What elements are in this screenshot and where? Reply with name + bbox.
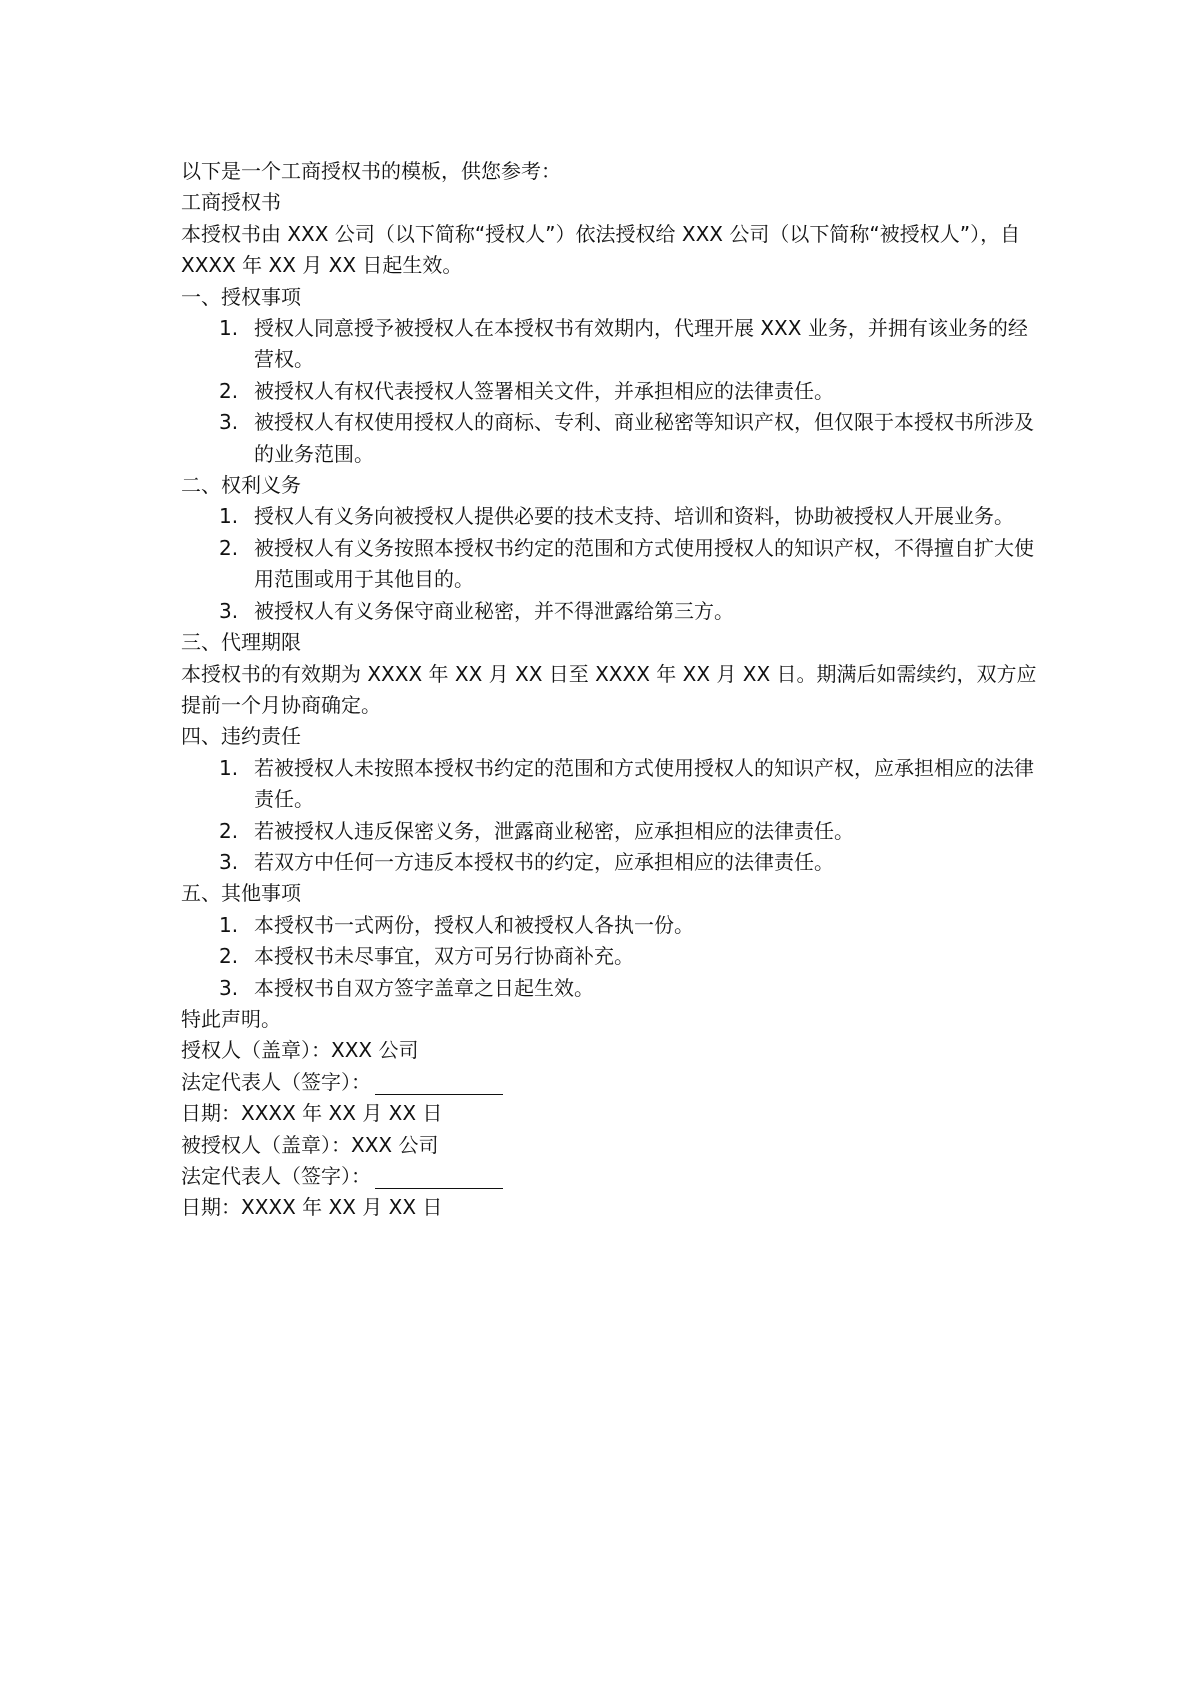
liability-list xyxy=(181,753,1041,879)
list-number: 1. xyxy=(219,755,239,780)
list-item xyxy=(181,533,1041,596)
list-number: 2. xyxy=(219,818,239,843)
list-item xyxy=(181,407,1041,470)
closing-statement: 特此声明。 xyxy=(181,1006,281,1031)
list-item xyxy=(181,973,1041,1004)
list-item xyxy=(181,753,1041,816)
list-item xyxy=(181,596,1041,627)
document-page xyxy=(181,156,1041,1224)
list-number: 1. xyxy=(219,316,239,341)
list-item-text: 被授权人有权代表授权人签署相关文件，并承担相应的法律责任。 xyxy=(254,378,834,403)
list-number: 1. xyxy=(219,912,239,937)
intro-line: 以下是一个工商授权书的模板，供您参考： xyxy=(181,159,561,183)
grantee-seal-line: 被授权人（盖章）：XXX 公司 xyxy=(181,1132,439,1157)
list-item xyxy=(181,910,1041,941)
list-item-text: 本授权书自双方签字盖章之日起生效。 xyxy=(254,975,594,1000)
grantee-rep-label: 法定代表人（签字）： xyxy=(181,1164,371,1188)
grantor-rep-line xyxy=(181,1067,1041,1098)
list-number: 3. xyxy=(219,410,239,435)
rights-list xyxy=(181,501,1041,627)
section-heading-liability: 四、违约责任 xyxy=(181,724,301,749)
list-item-text: 授权人同意授予被授权人在本授权书有效期内，代理开展 XXX 业务，并拥有该业务的经营权。 xyxy=(254,316,1028,372)
section-heading-misc: 五、其他事项 xyxy=(181,881,301,906)
grantor-signature-blank xyxy=(375,1072,503,1095)
list-item-text: 授权人有义务向被授权人提供必要的技术支持、培训和资料，协助被授权人开展业务。 xyxy=(254,504,1014,529)
list-item xyxy=(181,847,1041,878)
authorization-list xyxy=(181,313,1041,470)
grantee-rep-line xyxy=(181,1161,1041,1192)
section-heading-rights: 二、权利义务 xyxy=(181,473,301,498)
list-number: 2. xyxy=(219,535,239,560)
list-item-text: 本授权书一式两份，授权人和被授权人各执一份。 xyxy=(254,912,694,937)
list-number: 3. xyxy=(219,975,239,1000)
list-number: 2. xyxy=(219,378,239,403)
grantor-seal-line: 授权人（盖章）：XXX 公司 xyxy=(181,1038,419,1063)
list-item xyxy=(181,941,1041,972)
list-item-text: 被授权人有义务按照本授权书约定的范围和方式使用授权人的知识产权，不得擅自扩大使用范围或用于其他目的。 xyxy=(254,535,1034,592)
section-heading-authorization: 一、授权事项 xyxy=(181,284,301,309)
misc-list xyxy=(181,910,1041,1004)
list-number: 3. xyxy=(219,598,239,623)
section-heading-term: 三、代理期限 xyxy=(181,630,301,655)
list-item-text: 被授权人有权使用授权人的商标、专利、商业秘密等知识产权，但仅限于本授权书所涉及的业务范围。 xyxy=(254,410,1034,466)
list-item xyxy=(181,376,1041,407)
grantee-signature-blank xyxy=(375,1166,503,1189)
list-item xyxy=(181,313,1041,376)
list-item-text: 本授权书未尽事宜，双方可另行协商补充。 xyxy=(254,944,634,969)
list-number: 3. xyxy=(219,849,239,874)
list-item-text: 若双方中任何一方违反本授权书的约定，应承担相应的法律责任。 xyxy=(254,849,834,874)
list-number: 1. xyxy=(219,504,239,529)
grantor-rep-label: 法定代表人（签字）： xyxy=(181,1069,371,1094)
list-item-text: 被授权人有义务保守商业秘密，并不得泄露给第三方。 xyxy=(254,598,734,623)
list-number: 2. xyxy=(219,944,239,969)
list-item xyxy=(181,501,1041,532)
grantee-date-line: 日期：XXXX 年 XX 月 XX 日 xyxy=(181,1195,443,1220)
list-item xyxy=(181,816,1041,847)
preamble-paragraph: 本授权书由 XXX 公司（以下简称“授权人”）依法授权给 XXX 公司（以下简称“被授权人”），自 XXXX 年 XX 月 XX 日起生效。 xyxy=(181,221,1021,278)
document-title: 工商授权书 xyxy=(181,190,281,215)
term-paragraph: 本授权书的有效期为 XXXX 年 XX 月 XX 日至 XXXX 年 XX 月 XX 日。期满后如需续约，双方应提前一个月协商确定。 xyxy=(181,661,1037,717)
list-item-text: 若被授权人违反保密义务，泄露商业秘密，应承担相应的法律责任。 xyxy=(254,818,854,843)
grantor-date-line: 日期：XXXX 年 XX 月 XX 日 xyxy=(181,1101,443,1126)
list-item-text: 若被授权人未按照本授权书约定的范围和方式使用授权人的知识产权，应承担相应的法律责任。 xyxy=(254,755,1034,812)
